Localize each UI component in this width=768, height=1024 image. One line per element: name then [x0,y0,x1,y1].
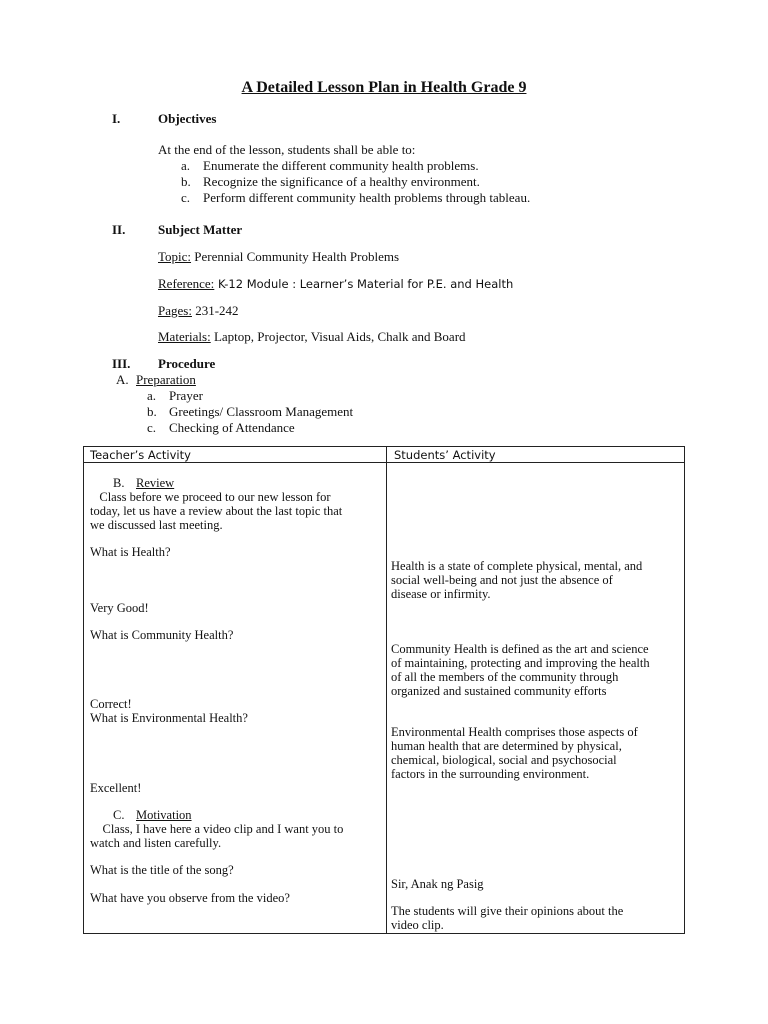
student-answer: video clip. [391,918,444,932]
table-column-divider [386,447,387,933]
table-header-divider [84,462,684,463]
teacher-question: What is Community Health? [90,628,234,642]
preparation-marker: c. [147,420,157,435]
section-heading-procedure: Procedure [158,356,216,371]
section-number-subject: II. [112,222,126,237]
objective-item: Recognize the significance of a healthy environment. [203,174,480,189]
student-answer: of maintaining, protecting and improving the health [391,656,650,670]
student-answer: chemical, biological, social and psychosocial [391,753,617,767]
review-marker: B. [113,476,125,490]
teacher-text: Class before we proceed to our new lesson for [90,490,331,504]
teacher-question: What have you observe from the video? [90,891,290,905]
teacher-feedback: Excellent! [90,781,142,795]
materials-value: Laptop, Projector, Visual Aids, Chalk and Board [210,329,466,344]
pages-value: 231-242 [191,303,239,318]
section-number-procedure: III. [112,356,131,371]
reference-line [158,276,513,292]
section-heading-objectives: Objectives [158,111,217,126]
reference-label: Reference: [158,276,215,291]
document-title: A Detailed Lesson Plan in Health Grade 9 [241,79,527,96]
student-answer: Community Health is defined as the art and science [391,642,649,656]
student-answer: social well-being and not just the absence of [391,573,613,587]
teacher-activity-header: Teacher’s Activity [90,448,191,462]
preparation-item: Checking of Attendance [169,420,295,435]
student-answer: organized and sustained community efforts [391,684,607,698]
preparation-marker: b. [147,404,157,419]
teacher-text: we discussed last meeting. [90,518,223,532]
section-heading-subject: Subject Matter [158,222,243,237]
preparation-item: Greetings/ Classroom Management [169,404,354,419]
pages-label: Pages: [158,303,192,318]
review-label: Review [136,476,175,490]
reference-value: K-12 Module : Learner’s Material for P.E. and Health [214,277,514,291]
teacher-question: What is Health? [90,545,171,559]
activity-table [83,446,685,934]
student-answer: Sir, Anak ng Pasig [391,877,484,891]
teacher-question: What is the title of the song? [90,863,234,877]
preparation-item: Prayer [169,388,203,403]
teacher-feedback: Correct! [90,697,132,711]
teacher-text: Class, I have here a video clip and I want you to [90,822,344,836]
motivation-marker: C. [113,808,125,822]
objectives-intro: At the end of the lesson, students shall be able to: [158,142,416,157]
pages-line [158,303,239,318]
motivation-label: Motivation [136,808,192,822]
teacher-question: What is Environmental Health? [90,711,248,725]
objective-item: Perform different community health problems through tableau. [203,190,531,205]
teacher-text: watch and listen carefully. [90,836,222,850]
student-answer: Health is a state of complete physical, mental, and [391,559,643,573]
section-number-objectives: I. [112,111,121,126]
student-answer: of all the members of the community through [391,670,619,684]
student-activity-header: Students’ Activity [394,448,496,462]
objective-marker: c. [181,190,191,205]
materials-label: Materials: [158,329,211,344]
objective-marker: b. [181,174,191,189]
materials-line [158,329,466,344]
teacher-feedback: Very Good! [90,601,149,615]
objective-item: Enumerate the different community health problems. [203,158,479,173]
student-answer: factors in the surrounding environment. [391,767,590,781]
topic-line [158,249,399,264]
objective-marker: a. [181,158,191,173]
student-answer: human health that are determined by physical, [391,739,622,753]
topic-value: Perennial Community Health Problems [191,249,400,264]
teacher-text: today, let us have a review about the last topic that [90,504,343,518]
student-answer: The students will give their opinions about the [391,904,624,918]
preparation-marker: a. [147,388,157,403]
student-answer: Environmental Health comprises those aspects of [391,725,638,739]
preparation-label: Preparation [136,372,196,387]
preparation-marker: A. [116,372,129,387]
student-answer: disease or infirmity. [391,587,491,601]
topic-label: Topic: [158,249,192,264]
